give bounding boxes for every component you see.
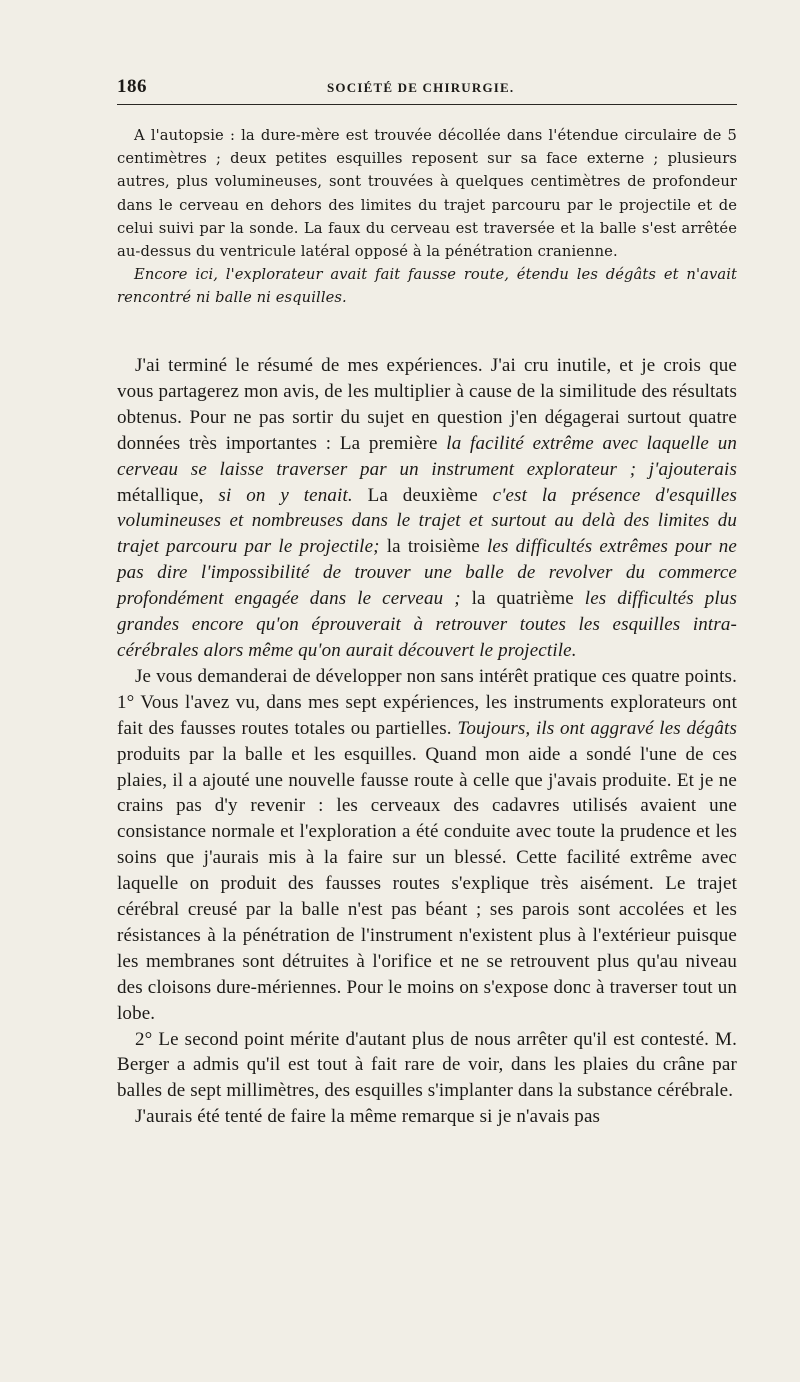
paragraph-first-point xyxy=(117,664,737,1027)
autopsy-paragraph: A l'autopsie : la dure-mère est trouvée décollée dans l'étendue circulaire de 5 centimètres ; deux petites esquilles reposent sur sa face externe ; plusieurs autres, plus volumineuses, sont trouvées à quelques centimètres de profondeur dans le cerveau en dehors des limites du trajet parcouru par le projectile et de celui suivi par la sonde. La faux du cerveau est traversée et la balle s'est arrêtée au-dessus du ventricule latéral opposé à la pénétration cranienne. xyxy=(117,127,737,261)
italic-run: si on y tenait. xyxy=(218,484,353,506)
text-run: La deuxième xyxy=(352,484,493,506)
case-conclusion-paragraph xyxy=(117,263,737,309)
text-run: Je vous demanderai de développer non sans intérêt pratique ces quatre points. 1° Vous l'avez vu, dans mes sept expériences, les instruments explorateurs ont fait des fausses routes totales ou partielles. xyxy=(117,665,737,739)
running-head: SOCIÉTÉ DE CHIRURGIE. xyxy=(327,80,515,95)
italic-run: Toujours, ils ont aggravé les dégâts xyxy=(457,717,737,739)
text-run: la troisième xyxy=(379,536,487,558)
case-report-block xyxy=(117,124,737,310)
italic-run: les difficultés extrêmes pour ne pas dire l'impossibilité de trouver une balle de revolver du commerce profondément engagée dans le cerveau ; xyxy=(117,536,737,610)
header-rule xyxy=(117,104,737,105)
paragraph-continuation: J'aurais été tenté de faire la même remarque si je n'avais pas xyxy=(135,1106,601,1128)
page-number: 186 xyxy=(117,76,147,97)
case-conclusion-text: Encore ici, l'explorateur avait fait fausse route, étendu les dégâts et n'avait rencontré ni balle ni esquilles. xyxy=(117,266,737,307)
body-text xyxy=(117,353,737,1130)
text-run: produits par la balle et les esquilles. Quand mon aide a sondé l'une de ces plaies, il a ajouté une nouvelle fausse route à celle que j'avais produite. Et je ne crains pas d'y revenir : les cerveaux des cadavres utilisés avaient une consistance normale et l'exploration a été conduite avec toute la prudence et les soins que j'aurais mis à la faire sur un blessé. Cette facilité extrême avec laquelle on produit des fausses routes s'explique très aisément. Le trajet cérébral creusé par la balle n'est pas béant ; ses parois sont accolées et les résistances à la pénétration de l'instrument n'existent plus à l'extérieur puisque les membranes sont détruites à l'orifice et ne se retrouvent plus qu'au niveau des cloisons dure-mériennes. Pour le moins on s'expose donc à traverser tout un lobe. xyxy=(117,743,737,1024)
italic-run: les difficultés plus grandes encore qu'on éprouverait à retrouver toutes les esquilles intra-cérébrales alors même qu'on aurait découvert le projectile. xyxy=(117,588,737,661)
paragraph-summary xyxy=(117,353,737,664)
italic-run: la facilité extrême avec laquelle un cerveau se laisse traverser par un instrument explorateur ; j'ajouterais xyxy=(117,432,737,480)
text-run: métallique, xyxy=(117,484,219,506)
page-header xyxy=(117,76,737,100)
text-run: J'ai terminé le résumé de mes expériences. J'ai cru inutile, et je crois que vous partagerez mon avis, de les multiplier à cause de la similitude des résultats obtenus. Pour ne pas sortir du sujet en question j'en dégagerai surtout quatre données très importantes : La première xyxy=(117,355,737,454)
text-run: la quatrième xyxy=(460,588,585,610)
italic-run: c'est la présence d'esquilles volumineuses et nombreuses dans le trajet et surtout au delà des limites du trajet parcouru par le projectile; xyxy=(117,484,737,558)
paragraph-second-point: 2° Le second point mérite d'autant plus de nous arrêter qu'il est contesté. M. Berger a admis qu'il est tout à fait rare de voir, dans les plaies du crâne par balles de sept millimètres, des esquilles s'implanter dans la substance cérébrale. xyxy=(117,1028,737,1102)
